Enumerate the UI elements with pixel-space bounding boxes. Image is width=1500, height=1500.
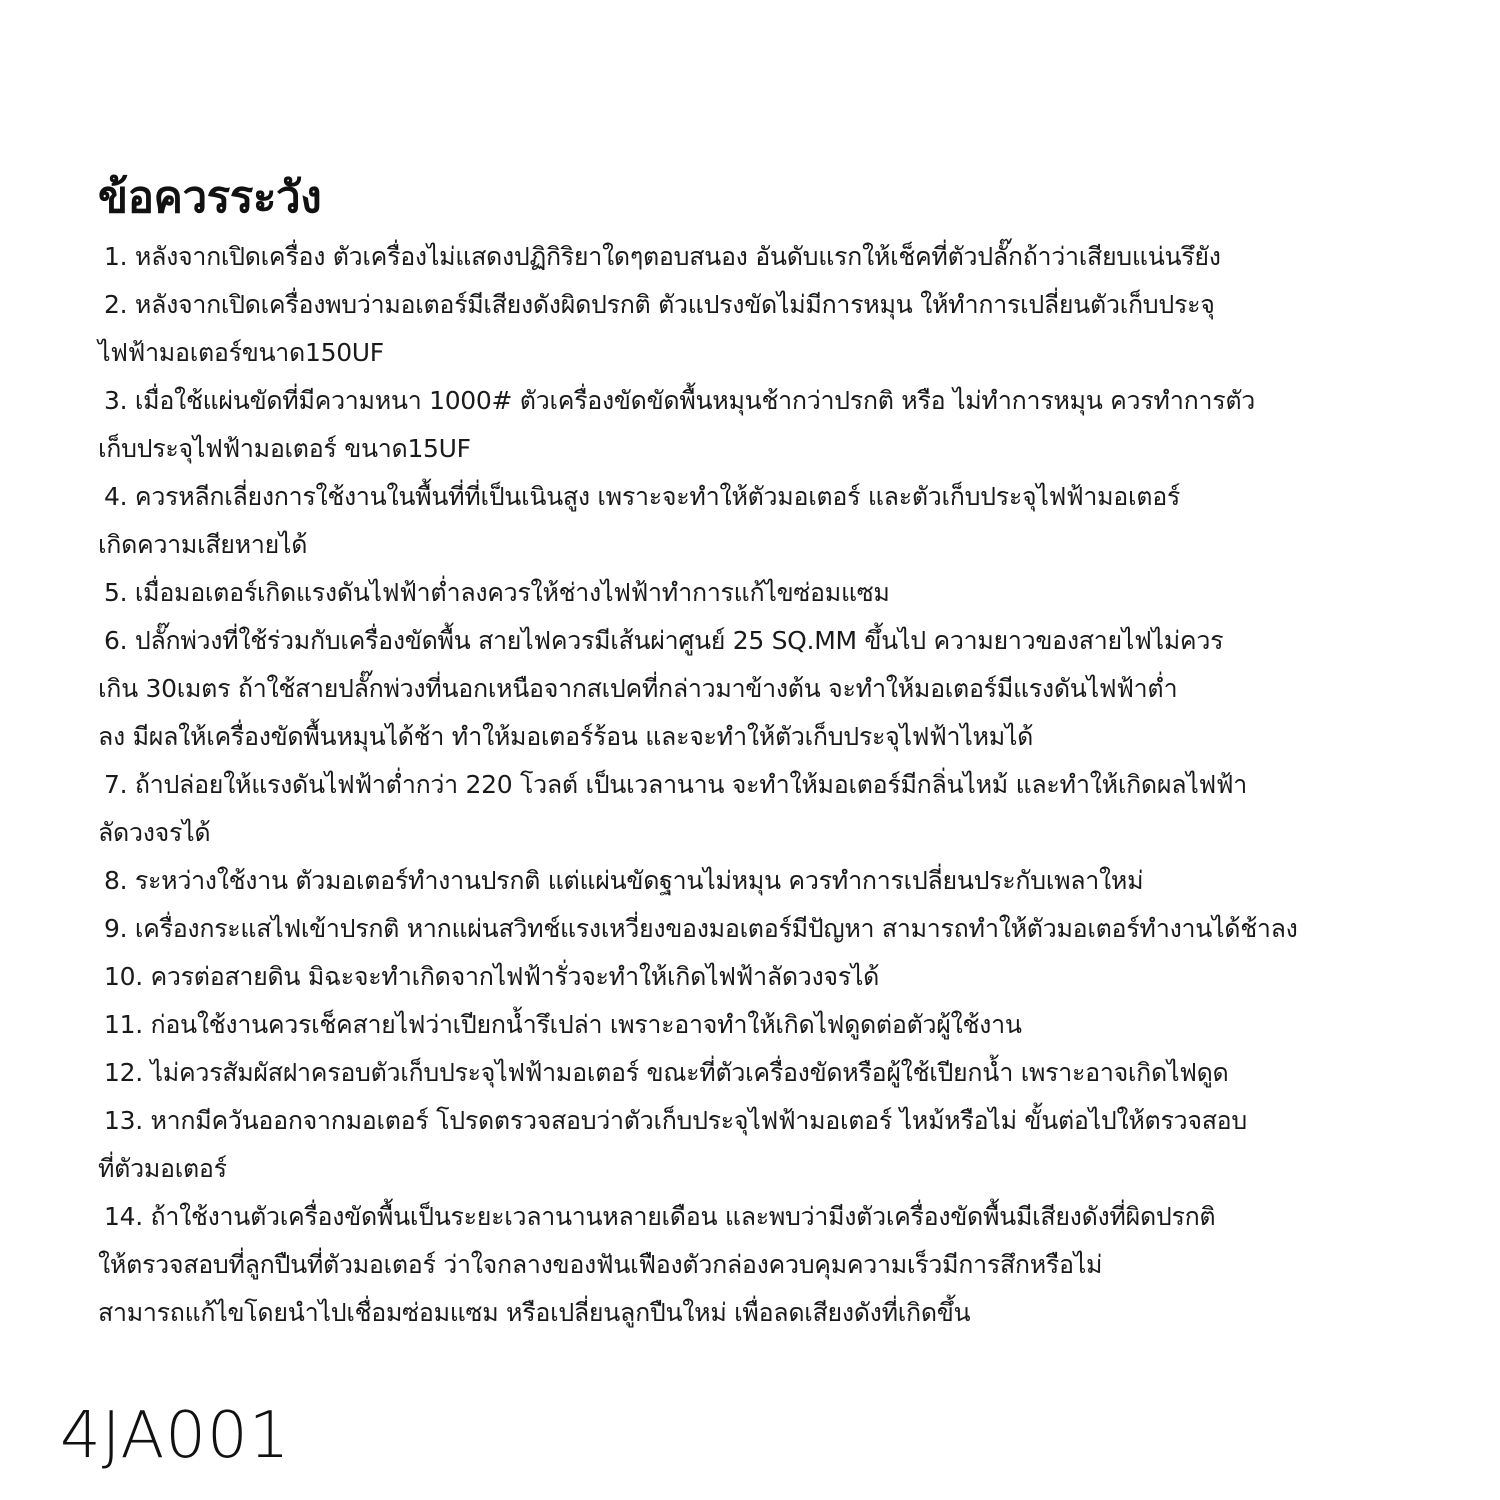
text-line: 5. เมื่อมอเตอร์เกิดแรงดันไฟฟ้าต่ำลงควรให้ช่างไฟฟ้าทำการแก้ไขซ่อมแซม	[104, 578, 890, 607]
text-line: 1. หลังจากเปิดเครื่อง ตัวเครื่องไม่แสดงปฏิกิริยาใดๆตอบสนอง อันดับแรกให้เช็คที่ตัวปลั๊กถ้าว่าเสียบแน่นรึยัง	[104, 242, 1221, 271]
page-title: ข้อควรระวัง	[98, 172, 322, 223]
product-code: 4JA001	[60, 1399, 291, 1473]
text-line: 7. ถ้าปล่อยให้แรงดันไฟฟ้าต่ำกว่า 220 โวลต์ เป็นเวลานาน จะทำให้มอเตอร์มีกลิ่นไหม้ และทำให้เกิดผลไฟฟ้า	[104, 770, 1248, 799]
text-line: เกิดความเสียหายได้	[98, 530, 308, 559]
text-line: 8. ระหว่างใช้งาน ตัวมอเตอร์ทำงานปรกติ แต่แผ่นขัดฐานไม่หมุน ควรทำการเปลี่ยนประกับเพลาใหม่	[104, 866, 1144, 895]
text-line: สามารถแก้ไขโดยนำไปเชื่อมซ่อมแซม หรือเปลี่ยนลูกปืนใหม่ เพื่อลดเสียงดังที่เกิดขึ้น	[98, 1298, 971, 1327]
text-line: 11. ก่อนใช้งานควรเช็คสายไฟว่าเปียกน้ำรึเปล่า เพราะอาจทำให้เกิดไฟดูดต่อตัวผู้ใช้งาน	[104, 1010, 1022, 1039]
text-line: 4. ควรหลีกเลี่ยงการใช้งานในพื้นที่ที่เป็นเนินสูง เพราะจะทำให้ตัวมอเตอร์ และตัวเก็บประจุไฟฟ้ามอเตอร์	[104, 482, 1181, 511]
text-line: 14. ถ้าใช้งานตัวเครื่องขัดพื้นเป็นระยะเวลานานหลายเดือน และพบว่ามีงตัวเครื่องขัดพื้นมีเสียงดังที่ผิดปรกติ	[104, 1202, 1216, 1231]
text-line: ที่ตัวมอเตอร์	[98, 1154, 227, 1183]
text-line: 9. เครื่องกระแสไฟเข้าปรกติ หากแผ่นสวิทช์แรงเหวี่ยงของมอเตอร์มีปัญหา สามารถทำให้ตัวมอเตอร์ทำงานได้ช้าลง	[104, 914, 1298, 943]
text-line: 3. เมื่อใช้แผ่นขัดที่มีความหนา 1000# ตัวเครื่องขัดขัดพื้นหมุนช้ากว่าปรกติ หรือ ไม่ทำการหมุน ควรทำการตัว	[104, 386, 1256, 415]
text-line: เกิน 30เมตร ถ้าใช้สายปลั๊กพ่วงที่นอกเหนือจากสเปคที่กล่าวมาข้างต้น จะทำให้มอเตอร์มีแรงดันไฟฟ้าต่ำ	[98, 674, 1178, 703]
text-line: เก็บประจุไฟฟ้ามอเตอร์ ขนาด15UF	[98, 434, 471, 463]
text-line: 6. ปลั๊กพ่วงที่ใช้ร่วมกับเครื่องขัดพื้น สายไฟควรมีเส้นผ่าศูนย์ 25 SQ.MM ขึ้นไป ความยาวของสายไฟไม่ควร	[104, 626, 1224, 655]
text-line: 2. หลังจากเปิดเครื่องพบว่ามอเตอร์มีเสียงดังผิดปรกติ ตัวแปรงขัดไม่มีการหมุน ให้ทำการเปลี่ยนตัวเก็บประจุ	[104, 290, 1215, 319]
text-line: ลง มีผลให้เครื่องขัดพื้นหมุนได้ช้า ทำให้มอเตอร์ร้อน และจะทำให้ตัวเก็บประจุไฟฟ้าไหมได้	[98, 722, 1034, 751]
text-line: ลัดวงจรได้	[98, 818, 211, 847]
text-line: 12. ไม่ควรสัมผัสฝาครอบตัวเก็บประจุไฟฟ้ามอเตอร์ ขณะที่ตัวเครื่องขัดหรือผู้ใช้เปียกน้ำ เพราะอาจเกิดไฟดูด	[104, 1058, 1229, 1087]
text-line: ไฟฟ้ามอเตอร์ขนาด150UF	[98, 338, 384, 367]
text-line: 13. หากมีควันออกจากมอเตอร์ โปรดตรวจสอบว่าตัวเก็บประจุไฟฟ้ามอเตอร์ ไหม้หรือไม่ ขั้นต่อไปให้ตรวจสอบ	[104, 1106, 1247, 1135]
text-line: ให้ตรวจสอบที่ลูกปืนที่ตัวมอเตอร์ ว่าใจกลางของฟันเฟืองตัวกล่องควบคุมความเร็วมีการสึกหรือไม่	[98, 1250, 1103, 1279]
text-line: 10. ควรต่อสายดิน มิฉะจะทำเกิดจากไฟฟ้ารั่วจะทำให้เกิดไฟฟ้าลัดวงจรได้	[104, 962, 880, 991]
